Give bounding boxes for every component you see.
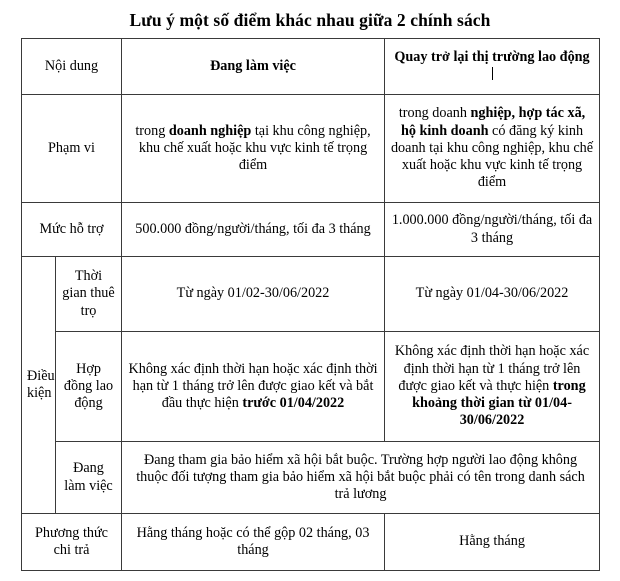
labor-contract-returning-pre: Không xác định thời hạn hoặc xác định thời hạn từ 1 tháng trở lên được giao kết và thực hiện xyxy=(394,343,590,394)
labor-contract-returning-bold: trong khoảng thời gian từ 01/04-30/06/2022 xyxy=(412,377,586,429)
row-label-currently-working xyxy=(56,442,122,514)
cell-rental-period-returning: Từ ngày 01/04-30/06/2022 xyxy=(385,257,600,332)
scope-working-bold: doanh nghiệp xyxy=(168,122,252,139)
text-cursor xyxy=(492,67,493,80)
row-group-label-conditions xyxy=(22,257,56,514)
row-label-scope-text: Phạm vi xyxy=(48,139,95,156)
table-row-rental-period xyxy=(22,257,600,332)
cell-scope-returning xyxy=(385,95,600,203)
row-label-payment-method xyxy=(22,514,122,571)
table-row-currently-working xyxy=(22,442,600,514)
cell-support-returning: 1.000.000 đồng/người/tháng, tối đa 3 tháng xyxy=(385,203,600,257)
table-row-support-level xyxy=(22,203,600,257)
row-label-rental-period-text: Thời gian thuê trọ xyxy=(62,268,115,319)
cell-currently-working-merged: Đang tham gia bảo hiểm xã hội bắt buộc. Trường hợp người lao động không thuộc đối tượng tham gia bảo hiểm xã hội bắt buộc phải có tên trong danh sách trả lương xyxy=(122,442,600,514)
row-label-scope xyxy=(22,95,122,203)
cell-support-working: 500.000 đồng/người/tháng, tối đa 3 tháng xyxy=(122,203,385,257)
header-label-working: Đang làm việc xyxy=(210,57,296,74)
labor-contract-working-pre: Không xác định thời hạn hoặc xác định thời hạn từ 1 tháng trở lên được giao kết và bắt đầu thực hiện xyxy=(128,360,378,412)
policy-comparison-table xyxy=(21,38,600,571)
labor-contract-working-bold: trước 01/04/2022 xyxy=(242,395,345,412)
cell-labor-contract-working xyxy=(122,332,385,442)
header-cell-returning xyxy=(385,39,600,95)
cell-rental-period-working: Từ ngày 01/02-30/06/2022 xyxy=(122,257,385,332)
row-label-payment-method-text: Phương thức chi trả xyxy=(35,524,108,558)
header-label-returning: Quay trở lại thị trường lao động xyxy=(394,49,590,66)
row-group-label-conditions-text: Điều kiện xyxy=(27,367,55,401)
page-title: Lưu ý một số điểm khác nhau giữa 2 chính sách xyxy=(129,10,491,30)
row-label-support-level-text: Mức hỗ trợ xyxy=(39,220,104,237)
cell-payment-working: Hằng tháng hoặc có thể gộp 02 tháng, 03 tháng xyxy=(122,514,385,571)
scope-working-post: tại khu công nghiệp, khu chế xuất hoặc khu vực kinh tế trọng điểm xyxy=(138,122,371,174)
scope-returning-post: có đăng ký kinh doanh tại khu công nghiệp, khu chế xuất hoặc khu vực kinh tế trọng điểm xyxy=(390,122,594,191)
row-label-currently-working-text: Đang làm việc xyxy=(64,460,113,494)
header-cell-content xyxy=(22,39,122,95)
row-label-rental-period xyxy=(56,257,122,332)
table-header-row xyxy=(22,39,600,95)
cell-scope-working xyxy=(122,95,385,203)
header-cell-working xyxy=(122,39,385,95)
row-label-labor-contract xyxy=(56,332,122,442)
row-label-labor-contract-text: Hợp đồng lao động xyxy=(63,360,114,412)
scope-returning-pre: trong doanh xyxy=(398,105,471,122)
cell-payment-returning: Hằng tháng xyxy=(385,514,600,571)
table-row-labor-contract xyxy=(22,332,600,442)
scope-returning-bold: nghiệp, hợp tác xã, hộ kinh doanh xyxy=(400,105,586,139)
table-row-scope xyxy=(22,95,600,203)
row-label-support-level xyxy=(22,203,122,257)
scope-working-pre: trong xyxy=(135,122,169,139)
header-label-noi-dung: Nội dung xyxy=(44,57,99,74)
table-row-payment-method xyxy=(22,514,600,571)
table-container xyxy=(0,38,620,571)
cell-labor-contract-returning xyxy=(385,332,600,442)
